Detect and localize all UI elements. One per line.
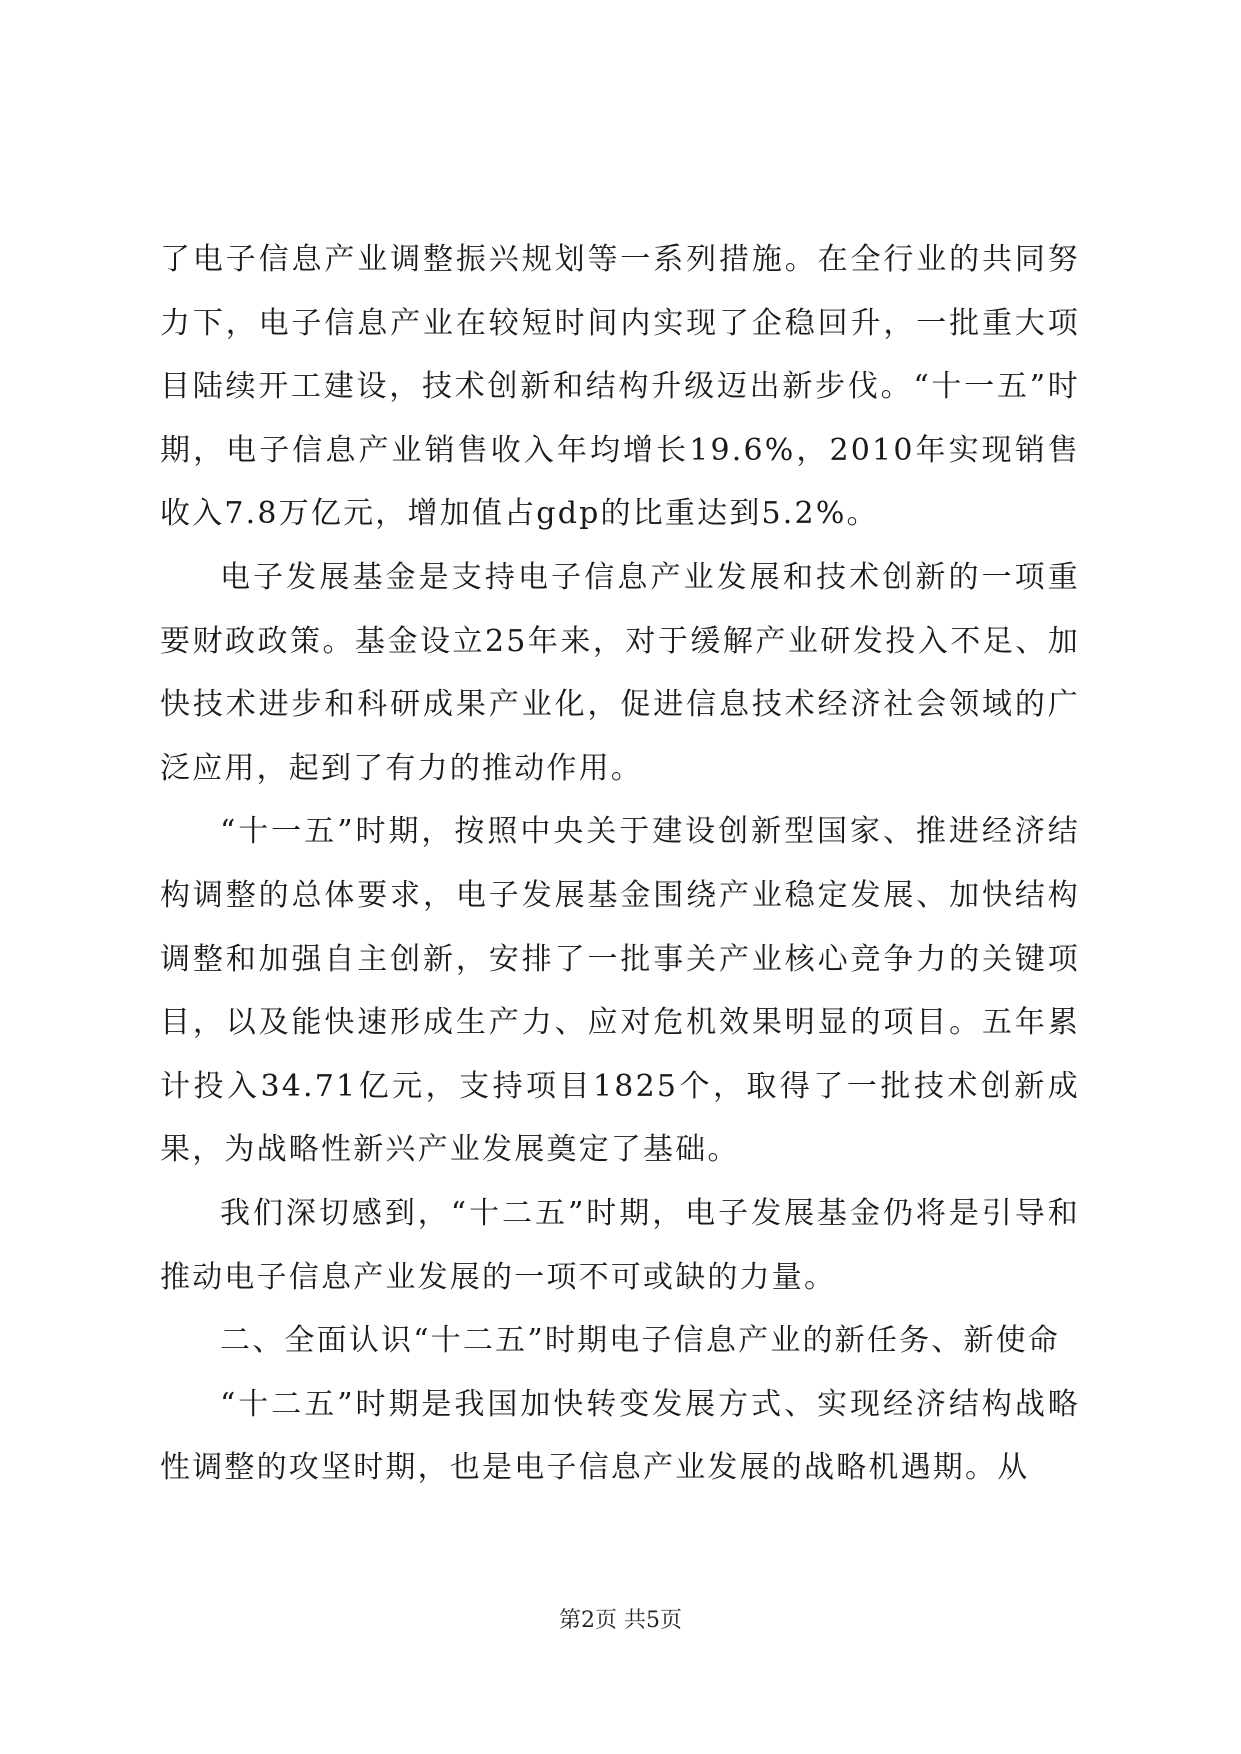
paragraph-strategic-period: “十二五”时期是我国加快转变发展方式、实现经济结构战略性调整的攻坚时期，也是电子信息产业发展的战略机遇期。从 xyxy=(160,1386,1080,1486)
body-text xyxy=(160,228,1080,1500)
paragraph-twelfth-five-year-role: 我们深切感到，“十二五”时期，电子发展基金仍将是引导和推动电子信息产业发展的一项不可或缺的力量。 xyxy=(160,1195,1080,1295)
paragraph-fund-intro: 电子发展基金是支持电子信息产业发展和技术创新的一项重要财政政策。基金设立25年来，对于缓解产业研发投入不足、加快技术进步和科研成果产业化，促进信息技术经济社会领域的广泛应用，起到了有力的推动作用。 xyxy=(160,559,1080,786)
section-heading-two: 二、全面认识“十二五”时期电子信息产业的新任务、新使命 xyxy=(220,1323,1061,1359)
paragraph-eleventh-five-year: “十一五”时期，按照中央关于建设创新型国家、推进经济结构调整的总体要求，电子发展基金围绕产业稳定发展、加快结构调整和加强自主创新，安排了一批事关产业核心竞争力的关键项目，以及能快速形成生产力、应对危机效果明显的项目。五年累计投入34.71亿元，支持项目1825个，取得了一批技术创新成果，为战略性新兴产业发展奠定了基础。 xyxy=(160,814,1080,1168)
page-footer: 第2页 共5页 xyxy=(559,1608,682,1633)
paragraph-continuation: 了电子信息产业调整振兴规划等一系列措施。在全行业的共同努力下，电子信息产业在较短时间内实现了企稳回升，一批重大项目陆续开工建设，技术创新和结构升级迈出新步伐。“十一五”时期，电子信息产业销售收入年均增长19.6%，2010年实现销售收入7.8万亿元，增加值占gdp的比重达到5.2%。 xyxy=(160,242,1080,532)
